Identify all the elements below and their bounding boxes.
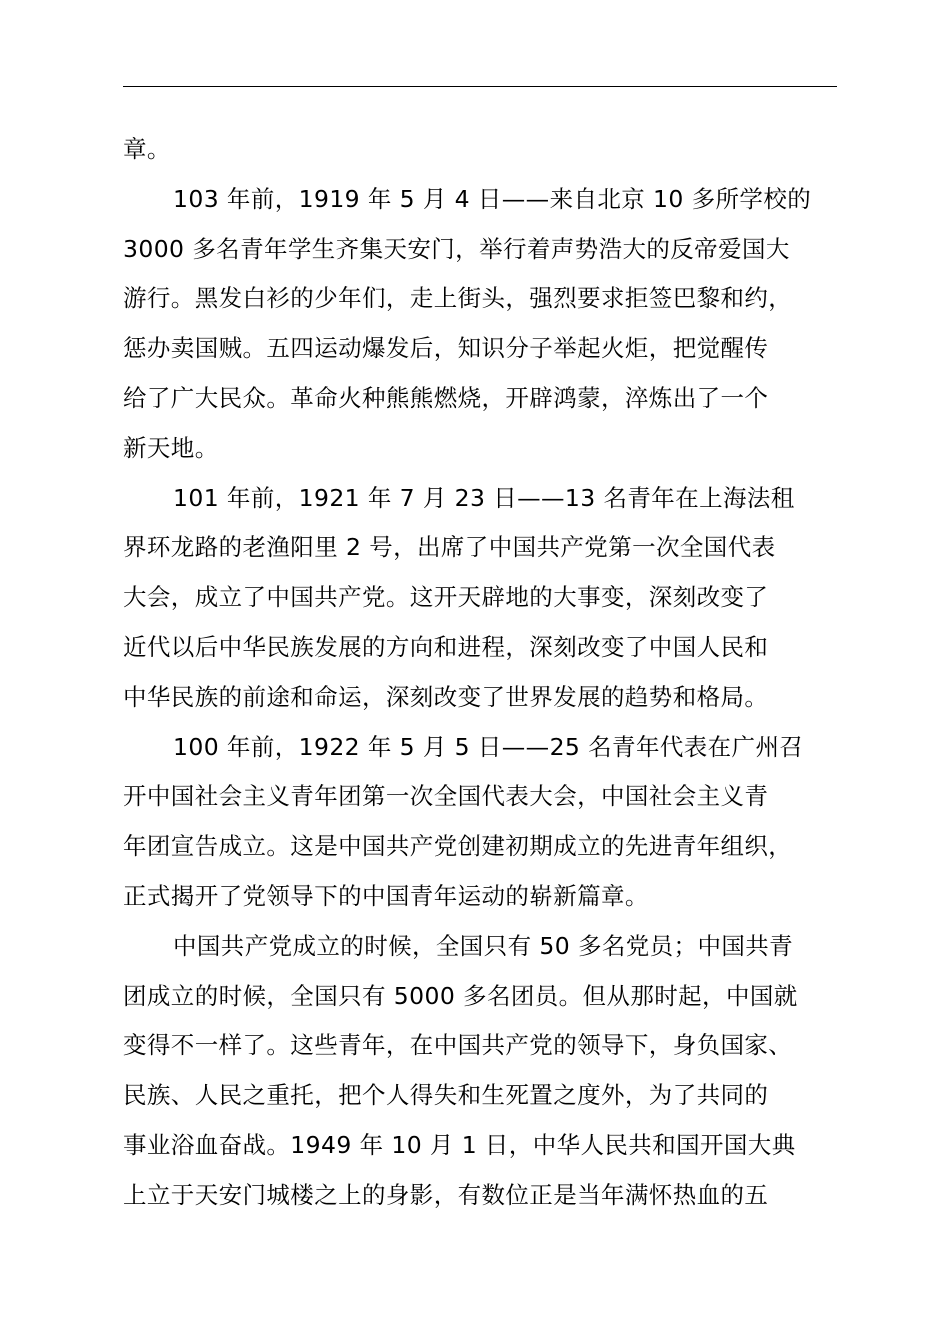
text-line: 103 年前，1919 年 5 月 4 日——来自北京 10 多所学校的: [173, 184, 812, 213]
text-line: 101 年前，1921 年 7 月 23 日——13 名青年在上海法租: [173, 483, 795, 512]
text-line: 新天地。: [123, 433, 219, 462]
text-line: 章。: [123, 135, 171, 163]
text-line: 游行。黑发白衫的少年们，走上街头，强烈要求拒签巴黎和约，: [123, 284, 793, 313]
text-line: 100 年前，1922 年 5 月 5 日——25 名青年代表在广州召: [173, 732, 804, 761]
text-line: 年团宣告成立。这是中国共产党创建初期成立的先进青年组织，: [123, 832, 793, 861]
text-line: 开中国社会主义青年团第一次全国代表大会，中国社会主义青: [123, 782, 769, 811]
text-line: 3000 多名青年学生齐集天安门，举行着声势浩大的反帝爱国大: [123, 234, 790, 263]
text-line: 中华民族的前途和命运，深刻改变了世界发展的趋势和格局。: [123, 682, 769, 711]
text-line: 变得不一样了。这些青年，在中国共产党的领导下，身负国家、: [123, 1031, 793, 1060]
text-line: 事业浴血奋战。1949 年 10 月 1 日，中华人民共和国开国大典: [123, 1130, 796, 1159]
text-line: 团成立的时候，全国只有 5000 多名团员。但从那时起，中国就: [123, 981, 798, 1010]
text-line: 给了广大民众。革命火种熊熊燃烧，开辟鸿蒙，淬炼出了一个: [123, 383, 769, 412]
text-line: 大会，成立了中国共产党。这开天辟地的大事变，深刻改变了: [123, 583, 769, 612]
text-line: 正式揭开了党领导下的中国青年运动的崭新篇章。: [123, 881, 649, 910]
text-line: 民族、人民之重托，把个人得失和生死置之度外，为了共同的: [123, 1081, 769, 1110]
text-line: 中国共产党成立的时候，全国只有 50 多名党员；中国共青: [173, 931, 794, 960]
text-line: 近代以后中华民族发展的方向和进程，深刻改变了中国人民和: [123, 632, 769, 661]
header-rule: [123, 86, 837, 87]
text-line: 上立于天安门城楼之上的身影，有数位正是当年满怀热血的五: [123, 1180, 769, 1209]
text-line: 界环龙路的老渔阳里 2 号，出席了中国共产党第一次全国代表: [123, 533, 776, 562]
body-text: [123, 125, 837, 1221]
text-line: 惩办卖国贼。五四运动爆发后，知识分子举起火炬，把觉醒传: [123, 334, 769, 363]
